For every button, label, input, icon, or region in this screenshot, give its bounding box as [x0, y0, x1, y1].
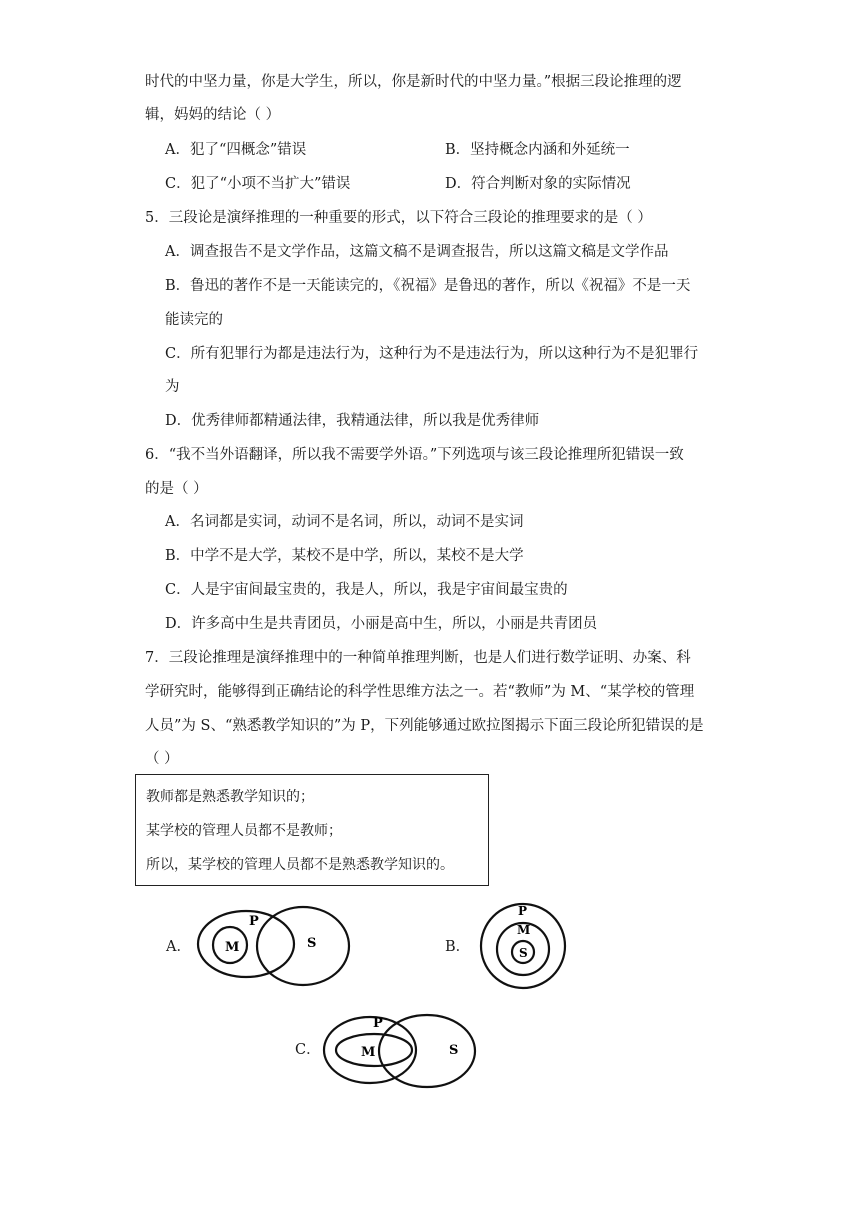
q6-stem-line2: 的是（ ） — [145, 481, 208, 497]
q7-stem-line2: 学研究时，能够得到正确结论的科学性思维方法之一。若“教师”为 M、“某学校的管理 — [145, 684, 695, 700]
q5-stem: 5．三段论是演绎推理的一种重要的形式，以下符合三段论的推理要求的是（ ） — [145, 210, 652, 226]
label-m-c: M — [361, 1045, 376, 1060]
q7-option-c-label[interactable]: C． — [295, 1042, 321, 1058]
q5-option-a[interactable]: A．调查报告不是文学作品，这篇文稿不是调查报告，所以这篇文稿是文学作品 — [165, 244, 669, 260]
euler-diagram-a[interactable] — [190, 900, 360, 990]
label-s-c: S — [449, 1043, 459, 1058]
syllogism-major-premise: 教师都是熟悉教学知识的； — [146, 789, 314, 805]
q6-option-a[interactable]: A．名词都是实词，动词不是名词，所以，动词不是实词 — [165, 514, 524, 530]
label-p-c: P — [373, 1016, 383, 1031]
q7-stem-line3: 人员”为 S、“熟悉教学知识的”为 P，下列能够通过欧拉图揭示下面三段论所犯错误的是 — [145, 718, 704, 734]
q5-option-b-line2[interactable]: 能读完的 — [165, 312, 223, 328]
label-p-a: P — [249, 914, 259, 929]
label-m-a: M — [225, 940, 240, 955]
q7-stem-line1: 7．三段论推理是演绎推理中的一种简单推理判断，也是人们进行数学证明、办案、科 — [145, 650, 691, 666]
label-m-b: M — [517, 923, 531, 937]
q4-option-b[interactable]: B．坚持概念内涵和外延统一 — [445, 142, 630, 158]
q7-option-a-label[interactable]: A． — [166, 939, 191, 955]
euler-diagram-c[interactable] — [318, 1008, 488, 1098]
q6-option-d[interactable]: D．许多高中生是共青团员，小丽是高中生，所以，小丽是共青团员 — [165, 616, 598, 632]
q4-option-c[interactable]: C．犯了“小项不当扩大”错误 — [165, 176, 351, 192]
label-s-a: S — [307, 936, 317, 951]
q4-option-d[interactable]: D．符合判断对象的实际情况 — [445, 176, 631, 192]
label-p-b: P — [518, 904, 528, 918]
q5-option-d[interactable]: D．优秀律师都精通法律，我精通法律，所以我是优秀律师 — [165, 413, 540, 429]
circle-s-a — [257, 907, 349, 985]
q7-option-b-label[interactable]: B． — [445, 939, 471, 955]
syllogism-minor-premise: 某学校的管理人员都不是教师； — [146, 823, 342, 839]
q4-stem-line1: 时代的中坚力量，你是大学生，所以，你是新时代的中坚力量。”根据三段论推理的逻 — [145, 74, 682, 90]
q5-option-b-line1[interactable]: B．鲁迅的著作不是一天能读完的，《祝福》是鲁迅的著作，所以《祝福》不是一天 — [165, 278, 691, 294]
euler-diagram-b[interactable] — [475, 898, 575, 998]
q7-stem-line4: （ ） — [145, 751, 179, 767]
q6-stem-line1: 6．“我不当外语翻译，所以我不需要学外语。”下列选项与该三段论推理所犯错误一致 — [145, 447, 684, 463]
circle-s-c — [379, 1015, 475, 1087]
label-s-b: S — [519, 946, 528, 960]
q5-option-c-line2[interactable]: 为 — [165, 379, 180, 395]
syllogism-box — [135, 774, 489, 886]
q4-stem-line2: 辑，妈妈的结论（ ） — [145, 107, 281, 123]
q4-option-a[interactable]: A．犯了“四概念”错误 — [165, 142, 307, 158]
q6-option-c[interactable]: C．人是宇宙间最宝贵的，我是人，所以，我是宇宙间最宝贵的 — [165, 582, 568, 598]
syllogism-conclusion: 所以，某学校的管理人员都不是熟悉教学知识的。 — [146, 857, 454, 873]
q5-option-c-line1[interactable]: C．所有犯罪行为都是违法行为，这种行为不是违法行为，所以这种行为不是犯罪行 — [165, 346, 699, 362]
q6-option-b[interactable]: B．中学不是大学，某校不是中学，所以，某校不是大学 — [165, 548, 524, 564]
